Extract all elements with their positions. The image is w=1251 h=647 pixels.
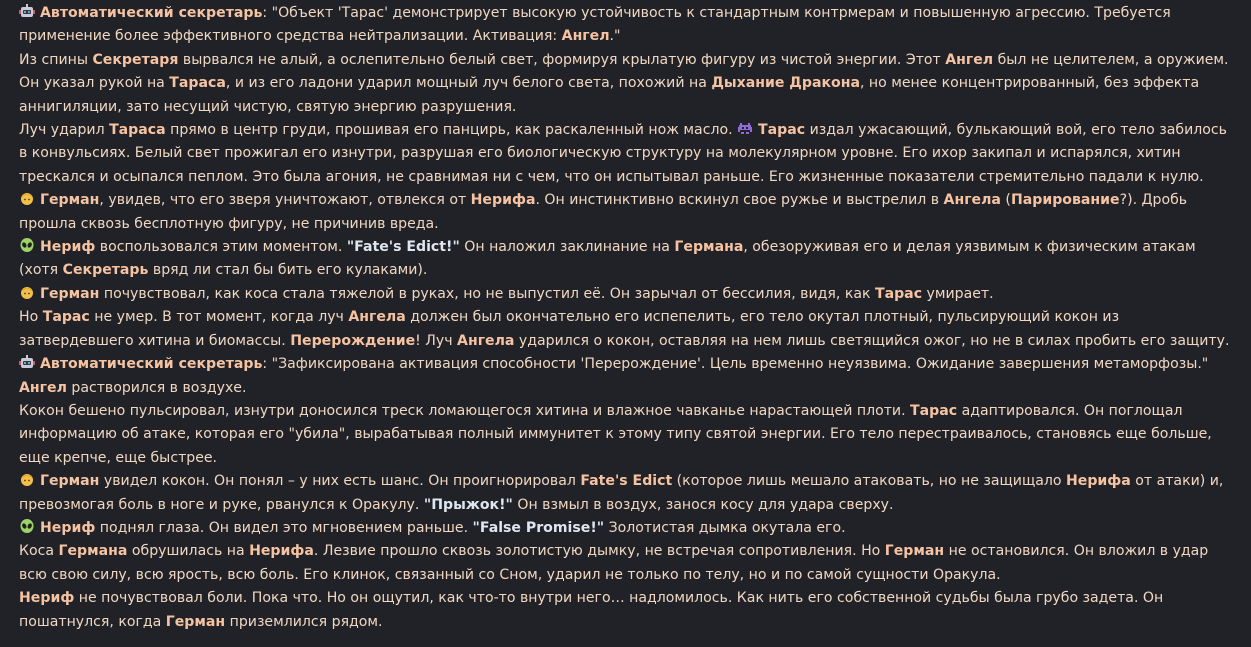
speaker-secretary: Автоматический секретарь <box>40 356 263 373</box>
speaker-nerif: Нериф <box>40 239 96 256</box>
text: вряд ли стал бы бить его кулаками). <box>148 262 428 279</box>
alien-icon <box>19 518 35 534</box>
name-angel: Ангел <box>561 28 610 45</box>
name-nerif: Нерифа <box>470 192 536 209</box>
text: издал ужасающий, булькающий вой, его тело забилось в конвульсиях. Белый свет прожигал его изнутри, разрушая его биологическую структуру на молекулярном уровне. Его ихор закипал и испарялся, хитин трескался и осыпался пеплом. Это была агония, не сравнимая ни с чем, что он испытывал раньше. Его жизненные показатели стремительно падали к нулю. <box>19 122 1227 185</box>
person-icon <box>19 471 35 487</box>
name-taras: Тараса <box>169 75 226 92</box>
name-german: Германа <box>58 543 128 560</box>
speaker-german: Герман <box>40 285 100 302</box>
text: не остановился. Он вложил в удар всю свою силу, всю ярость, всю боль. Его клинок, связанный со Сном, ударил не только по телу, но и по самой сущности Оракула. <box>19 543 1209 583</box>
ability-parry: Парирование <box>1010 192 1120 209</box>
speaker-nerif: Нериф <box>40 519 96 536</box>
person-icon <box>19 190 35 206</box>
message-nerif-2 <box>19 517 1237 540</box>
text: от атаки) и, превозмогая боль в ноге и руке, рванулся к Оракулу. <box>19 473 1224 513</box>
alien-icon <box>19 237 35 253</box>
speaker-german: Герман <box>40 192 100 209</box>
text: адаптировался. Он поглощал информацию об атаке, которая его "убила", вырабатывая полный иммунитет к этому типу святой энергии. Его тело перестраивалось, становясь еще больше, еще крепче, еще быстрее. <box>19 402 1212 466</box>
ability-rebirth: Перерождение <box>290 332 416 349</box>
name-angel: Ангел <box>19 379 67 396</box>
text: воспользовался этим моментом. <box>95 239 347 256</box>
narration-paragraph <box>19 587 1237 634</box>
narration-paragraph <box>19 540 1237 587</box>
message-secretary-1 <box>19 2 1237 49</box>
quote-text: "Объект 'Тарас' демонстрирует высокую устойчивость к стандартным контрмерам и повышенную агрессию. Требуется применение более эффективного средства нейтрализации. Активация: <box>19 5 1171 45</box>
text: Луч ударил <box>19 122 110 139</box>
name-angel: Ангела <box>943 192 1001 209</box>
person-icon <box>19 284 35 300</box>
action-jump: "Прыжок!" <box>423 496 513 513</box>
text: Из спины <box>19 51 93 68</box>
narration-paragraph <box>19 49 1237 119</box>
text: . Он инстинктивно вскинул свое ружье и выстрелил в <box>535 192 944 209</box>
name-german: Герман <box>165 613 226 630</box>
robot-icon <box>19 3 35 19</box>
text: ." <box>609 28 621 45</box>
name-angel: Ангел <box>945 51 994 68</box>
name-nerif: Нерифа <box>249 543 314 560</box>
alien-monster-icon <box>737 120 753 136</box>
text: должен был окончательно его испепелить, его тело окутал плотный, пульсирующий кокон из затвердевшего хитина и биомассы. <box>19 309 1120 349</box>
text: не умер. В тот момент, когда луч <box>89 309 349 326</box>
text: обрушилась на <box>127 543 250 560</box>
text: , обезоруживая его и делая уязвимым к физическим атакам (хотя <box>19 239 1196 279</box>
text: умирает. <box>922 285 994 302</box>
speaker-german: Герман <box>40 473 100 490</box>
narration-paragraph <box>19 306 1237 353</box>
text: (которое лишь мешало атаковать, но не защищало <box>672 473 1066 490</box>
text: поднял глаза. Он видел это мгновением раньше. <box>95 519 473 536</box>
text: ! Луч <box>415 332 458 349</box>
ability-dragon-breath: Дыхание Дракона <box>711 75 860 92</box>
text: Он взмыл в воздух, занося косу для удара сверху. <box>512 496 894 513</box>
name-taras: Тараса <box>109 122 166 139</box>
name-angel: Ангела <box>457 332 515 349</box>
text: вырвался не алый, а ослепительно белый свет, формируя крылатую фигуру из чистой энергии. Этот <box>178 51 946 68</box>
narration-paragraph <box>19 119 1237 189</box>
spell-fates-edict: Fate's Edict <box>580 473 673 490</box>
text: ударился о кокон, оставляя на нем лишь светящийся ожог, но не в силах пробить его защиту. <box>514 332 1230 349</box>
text: . Лезвие прошло сквозь золотистую дымку, не встречая сопротивления. Но <box>313 543 885 560</box>
narration-paragraph <box>19 400 1237 470</box>
name-taras: Тарас <box>874 285 923 302</box>
name-nerif: Нериф <box>19 590 75 607</box>
text: , и из его ладони ударил мощный луч белого света, похожий на <box>225 75 712 92</box>
text: ?). Дробь прошла сквозь бесплотную фигуру, не причинив вреда. <box>19 192 1188 232</box>
name-taras: Тарас <box>758 122 806 139</box>
message-german-2 <box>19 283 1237 306</box>
speaker-secretary: Автоматический секретарь <box>40 5 263 21</box>
name-angel: Ангела <box>348 309 406 326</box>
message-secretary-2 <box>19 353 1237 400</box>
name-taras: Тарас <box>42 309 90 326</box>
text: растворился в воздухе. <box>66 379 247 396</box>
name-german: Герман <box>884 543 945 560</box>
name-nerif: Нерифа <box>1065 473 1131 490</box>
robot-icon <box>19 354 35 370</box>
text: не почувствовал боли. Пока что. Но он ощутил, как что-то внутри него… надломилось. Как нить его собственной судьбы была грубо задета. Он пошатнулся, когда <box>19 590 1164 630</box>
text: : <box>262 356 272 373</box>
message-nerif-1 <box>19 236 1237 283</box>
name-german: Германа <box>674 239 744 256</box>
quote-text: "Зафиксирована активация способности 'Перерождение'. Цель временно неуязвима. Ожидание завершения метаморфозы." <box>271 356 1209 373</box>
name-secretary: Секретарь <box>62 262 149 279</box>
text: Коса <box>19 543 59 560</box>
text: Кокон бешено пульсировал, изнутри доносился треск ломающегося хитина и влажное чавканье нарастающей плоти. <box>19 402 911 419</box>
text: прямо в центр груди, прошивая его панцирь, как раскаленный нож масло. <box>165 122 738 139</box>
text: ( <box>1000 192 1011 209</box>
text: , увидев, что его зверя уничтожают, отвлекся от <box>99 192 471 209</box>
text: Золотистая дымка окутала его. <box>604 519 846 536</box>
text: Он наложил заклинание на <box>459 239 675 256</box>
name-taras: Тарас <box>910 402 958 419</box>
text: : <box>262 5 272 21</box>
text: Но <box>19 309 43 326</box>
spell-false-promise: "False Promise!" <box>472 519 605 536</box>
message-german-3 <box>19 470 1237 517</box>
text: почувствовал, как коса стала тяжелой в руках, но не выпустил её. Он зарычал от бессилия, видя, как <box>99 285 875 302</box>
text: , но менее концентрированный, без эффекта аннигиляции, зато несущий чистую, святую энергию разрушения. <box>19 75 1200 115</box>
message-german-1 <box>19 189 1237 236</box>
text: приземлился рядом. <box>225 613 383 630</box>
spell-fates-edict: "Fate's Edict!" <box>346 239 460 256</box>
name-secretary: Секретаря <box>92 51 179 68</box>
text: был не целителем, а оружием. Он указал рукой на <box>19 51 1229 92</box>
text: увидел кокон. Он понял – у них есть шанс. Он проигнорировал <box>99 473 581 490</box>
